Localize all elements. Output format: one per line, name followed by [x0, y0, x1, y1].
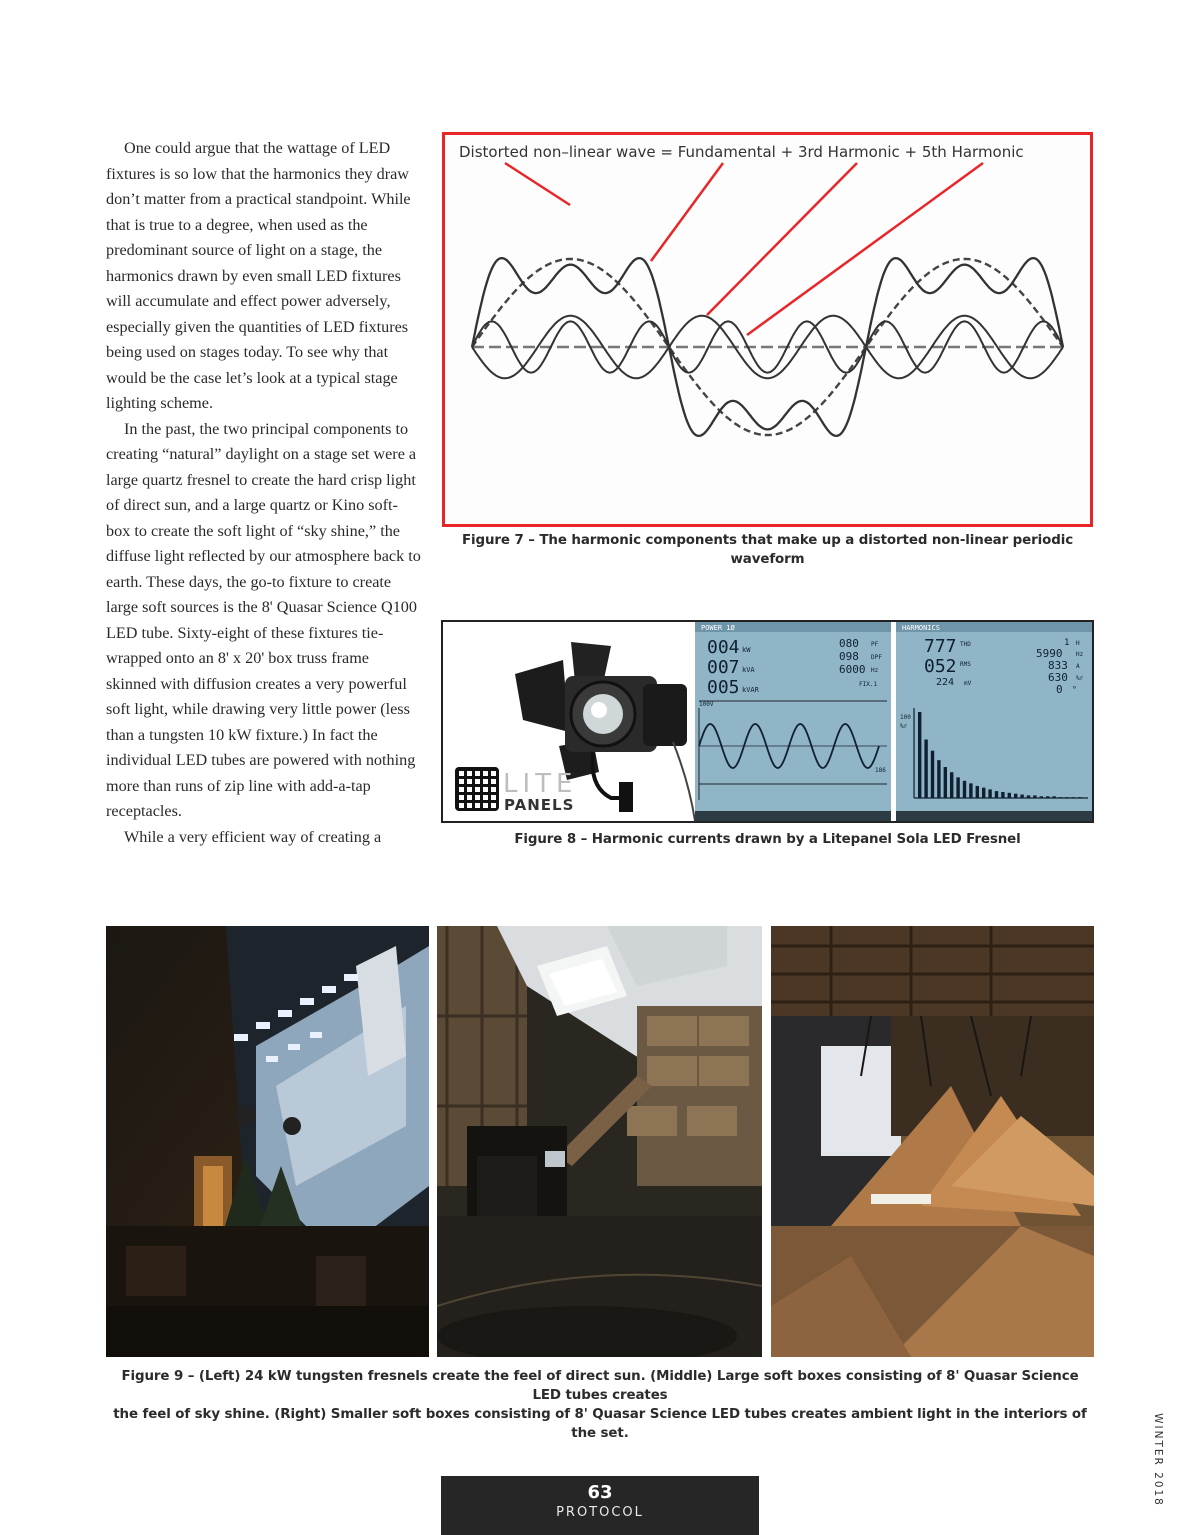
logo-led-dot: [475, 771, 480, 776]
meter1-kvar-unit: kVAR: [742, 686, 759, 694]
meter1-hz-unit: Hz: [871, 667, 879, 674]
meter2-axis-top: 100: [900, 714, 911, 721]
meter1-kw-value: 004: [707, 637, 740, 658]
meter1-kva-unit: kVA: [742, 666, 755, 674]
figure-8-image: [443, 622, 1092, 821]
meter2-rms-value: 052: [924, 656, 957, 677]
logo-led-dot: [491, 779, 496, 784]
logo-led-dot: [491, 803, 496, 808]
article-column: [106, 136, 422, 850]
harmonic-bar: [1059, 797, 1062, 798]
harmonic-bar: [1033, 795, 1036, 798]
article-paragraph: In the past, the two principal components to creating “natural” daylight on a stage set were a large quartz fresnel to create the hard crisp light of direct sun, and a large quartz or Kino soft-box to create the soft light of “sky shine,” the diffuse light reflected by our atmosphere back to earth. These days, the go-to fixture to create large soft sources is the 8' Quasar Science Q100 LED tube. Sixty-eight of these fixtures tie-wrapped onto an 8' x 20' box truss frame skinned with diffusion creates a very powerful soft light, while drawing very little power (less than a tungsten 10 kW fixture.) In fact the individual LED tubes are powered with nothing more than runs of zip line with add-a-tap receptacles.: [106, 419, 421, 820]
harmonic-bar: [1001, 792, 1004, 798]
waveform-banner: Distorted non–linear wave = Fundamental + 3rd Harmonic + 5th Harmonic: [459, 143, 1024, 161]
logo-led-dot: [459, 779, 464, 784]
page-number: 63: [587, 1482, 613, 1503]
meter1-kw-unit: kW: [742, 646, 751, 654]
figure-8-caption: Figure 8 – Harmonic currents drawn by a Litepanel Sola LED Fresnel: [514, 832, 1021, 847]
logo-led-dot: [459, 795, 464, 800]
harmonic-bar: [918, 712, 921, 798]
power-meter-screen: [695, 622, 891, 821]
logo-led-dot: [467, 771, 472, 776]
meter2-rms-unit: RMS: [960, 661, 971, 668]
harmonic-bar: [944, 767, 947, 798]
logo-led-dot: [475, 787, 480, 792]
harmonic-bar: [1072, 797, 1075, 798]
litepanels-logo: [455, 767, 577, 814]
pointer-5th-harmonic: [747, 163, 983, 335]
pointer-3rd-harmonic: [707, 163, 857, 315]
logo-led-dot: [483, 787, 488, 792]
figure-7-harmonic-waveform: [442, 132, 1093, 527]
logo-led-dot: [475, 803, 480, 808]
logo-led-dot: [491, 771, 496, 776]
logo-led-dot: [467, 795, 472, 800]
harmonic-bar: [995, 791, 998, 798]
harmonic-bar: [950, 772, 953, 798]
meter2-thd-unit: THD: [960, 641, 971, 648]
meter2-a-unit: A: [1076, 663, 1080, 670]
meter1-axis-top: 100V: [699, 701, 714, 708]
harmonic-bar: [963, 781, 966, 798]
meter2-hz-value: 5990: [1036, 647, 1063, 660]
logo-led-dot: [491, 795, 496, 800]
issue-text: WINTER 2018: [1152, 1413, 1164, 1507]
logo-led-dot: [459, 787, 464, 792]
harmonic-bar: [1014, 794, 1017, 798]
harmonic-bar: [1078, 797, 1081, 798]
meter1-axis-bottom: 186: [875, 767, 886, 774]
harmonic-bar: [1052, 796, 1055, 798]
meter2-pct-unit: %r: [1076, 675, 1084, 682]
figure-7-caption: Figure 7 – The harmonic components that make up a distorted non-linear periodic waveform: [461, 533, 1074, 567]
logo-led-dot: [467, 787, 472, 792]
harmonic-bar: [969, 783, 972, 798]
logo-led-dot: [483, 803, 488, 808]
meter2-hz-unit: Hz: [1076, 651, 1084, 658]
photo-tungsten-fresnels: [106, 926, 429, 1357]
harmonic-bar: [931, 751, 934, 798]
meter1-header: POWER 1Ø: [701, 624, 735, 632]
harmonic-bar: [937, 760, 940, 798]
figure-8-litepanel-harmonics: [441, 620, 1094, 823]
logo-panels-text: PANELS: [504, 796, 575, 814]
meter1-pf-unit: PF: [871, 641, 879, 648]
logo-led-dot: [467, 803, 472, 808]
figure-9-caption-line-1: Figure 9 – (Left) 24 kW tungsten fresnels create the feel of direct sun. (Middle) Large soft boxes consisting of 8' Quasar Science LED tubes creates: [121, 1369, 1079, 1403]
logo-led-dot: [491, 787, 496, 792]
harmonic-bar: [1008, 793, 1011, 798]
logo-led-dot: [483, 779, 488, 784]
photo-large-soft-boxes: [437, 926, 762, 1357]
meter1-tag: FIX.1: [859, 681, 878, 688]
harmonic-bar: [924, 740, 927, 798]
logo-led-dot: [467, 779, 472, 784]
logo-led-dot: [483, 795, 488, 800]
figure-9-caption-line-2: the feel of sky shine. (Right) Smaller soft boxes consisting of 8' Quasar Science LED tubes creates ambient light in the interiors of the set.: [113, 1407, 1087, 1441]
meter2-deg-unit: °: [1072, 685, 1077, 694]
meter1-kva-value: 007: [707, 657, 740, 678]
meter2-mv-unit: mV: [964, 680, 972, 687]
meter2-pct-value: 630: [1048, 671, 1068, 684]
photo-small-soft-boxes: [771, 926, 1094, 1357]
meter2-axis-unit: %r: [900, 723, 908, 730]
meter1-kvar-value: 005: [707, 677, 740, 698]
harmonic-bar: [982, 788, 985, 798]
meter1-pf-value: 080: [839, 637, 859, 650]
meter2-h-value: 1: [1064, 638, 1070, 648]
meter2-thd-value: 777: [924, 636, 957, 657]
meter2-h-unit: H: [1076, 640, 1080, 647]
logo-led-dot: [475, 779, 480, 784]
article-paragraph: While a very efficient way of creating a: [124, 827, 382, 846]
meter2-mv-value: 224: [936, 677, 955, 688]
meter1-hz-value: 6000: [839, 663, 866, 676]
page-footer: [441, 1476, 759, 1535]
article-paragraph: One could argue that the wattage of LED fixtures is so low that the harmonics they draw don’t matter from a practical standpoint. While that is true to a degree, when used as the predominant source of light on a stage, the harmonics drawn by even small LED fixtures will accumulate and effect power adversely, especially given the quantities of LED fixtures being used on stages today. To see why that would be the case let’s look at a typical stage lighting scheme.: [106, 139, 411, 412]
logo-led-dot: [459, 771, 464, 776]
waveform-diagram: [445, 135, 1090, 524]
logo-led-dot: [459, 803, 464, 808]
issue-label: [1151, 1413, 1165, 1507]
meter1-dpf-unit: DPF: [871, 654, 882, 661]
harmonic-bar: [988, 789, 991, 798]
meter2-deg-value: 0: [1056, 683, 1063, 696]
publication-name: PROTOCOL: [556, 1505, 644, 1520]
harmonic-bar: [956, 777, 959, 798]
pointer-distorted: [505, 163, 570, 205]
meter2-a-value: 833: [1048, 659, 1068, 672]
harmonic-bar: [1020, 795, 1023, 798]
harmonic-bar: [1065, 797, 1068, 798]
harmonics-meter-screen: [896, 622, 1092, 821]
logo-lite-text: LITE: [503, 769, 578, 799]
logo-led-dot: [483, 771, 488, 776]
harmonic-bar: [1046, 796, 1049, 798]
harmonic-bar: [1027, 795, 1030, 798]
harmonic-bar: [1040, 796, 1043, 798]
meter1-dpf-value: 098: [839, 650, 859, 663]
pointer-fundamental: [651, 163, 723, 261]
figure-9-caption: [106, 1367, 1094, 1443]
meter2-header: HARMONICS: [902, 624, 940, 632]
logo-led-dot: [475, 795, 480, 800]
harmonic-bar: [976, 786, 979, 798]
